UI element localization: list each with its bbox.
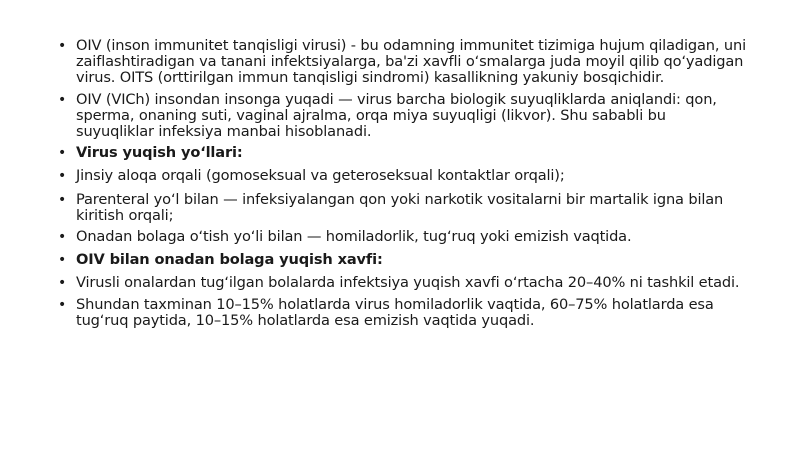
bullet-text: OIV (VICh) insondan insonga yuqadi — virus barcha biologik suyuqliklarda aniqlandi: qon, sperma, onaning suti, vaginal ajralma, orqa miya suyuqligi (likvor). Shu sababli bu suyuqliklar infeksiya manbai hisoblanadi. [76, 90, 717, 141]
list-item [58, 92, 748, 141]
bullet-text: Virusli onalardan tugʻilgan bolalarda infektsiya yuqish xavfi oʻrtacha 20–40% ni tashkil etadi. [76, 274, 740, 292]
list-item [58, 275, 748, 291]
bullet-list [58, 38, 748, 334]
bullet-text: Parenteral yoʻl bilan — infeksiyalangan qon yoki narkotik vositalarni bir martalik igna bilan kiritish orqali; [76, 190, 724, 224]
section-heading: OIV bilan onadan bolaga yuqish xavfi: [76, 251, 383, 269]
bullet-icon: • [58, 275, 67, 292]
bullet-icon: • [58, 191, 67, 208]
list-item [58, 297, 748, 329]
bullet-text: Shundan taxminan 10–15% holatlarda virus homiladorlik vaqtida, 60–75% holatlarda esa tugʻruq paytida, 10–15% holatlarda esa emizish vaqtida yuqadi. [76, 295, 714, 329]
list-item [58, 168, 748, 184]
bullet-icon: • [58, 229, 67, 246]
bullet-icon: • [58, 38, 67, 54]
bullet-icon: • [58, 296, 67, 313]
list-item [58, 192, 748, 224]
list-item [58, 145, 748, 161]
bullet-icon: • [58, 91, 67, 108]
list-item [58, 252, 748, 268]
list-item [58, 229, 748, 245]
bullet-icon: • [58, 168, 67, 185]
list-item [58, 38, 748, 87]
bullet-icon: • [58, 145, 67, 162]
bullet-text: Onadan bolaga oʻtish yoʻli bilan — homiladorlik, tugʻruq yoki emizish vaqtida. [76, 228, 632, 246]
section-heading: Virus yuqish yoʻllari: [76, 144, 243, 162]
bullet-text: Jinsiy aloqa orqali (gomoseksual va geteroseksual kontaktlar orqali); [76, 167, 565, 185]
bullet-icon: • [58, 252, 67, 269]
bullet-text: OIV (inson immunitet tanqisligi virusi) - bu odamning immunitet tizimiga hujum qiladigan, uni zaiflashtiradigan va tanani infektsiyalarga, ba'zi xavfli oʻsmalarga juda moyil qilib qoʻyadigan virus. OITS (orttirilgan immun tanqisligi sindromi) kasallikning yakuniy bosqichidir. [76, 37, 746, 87]
